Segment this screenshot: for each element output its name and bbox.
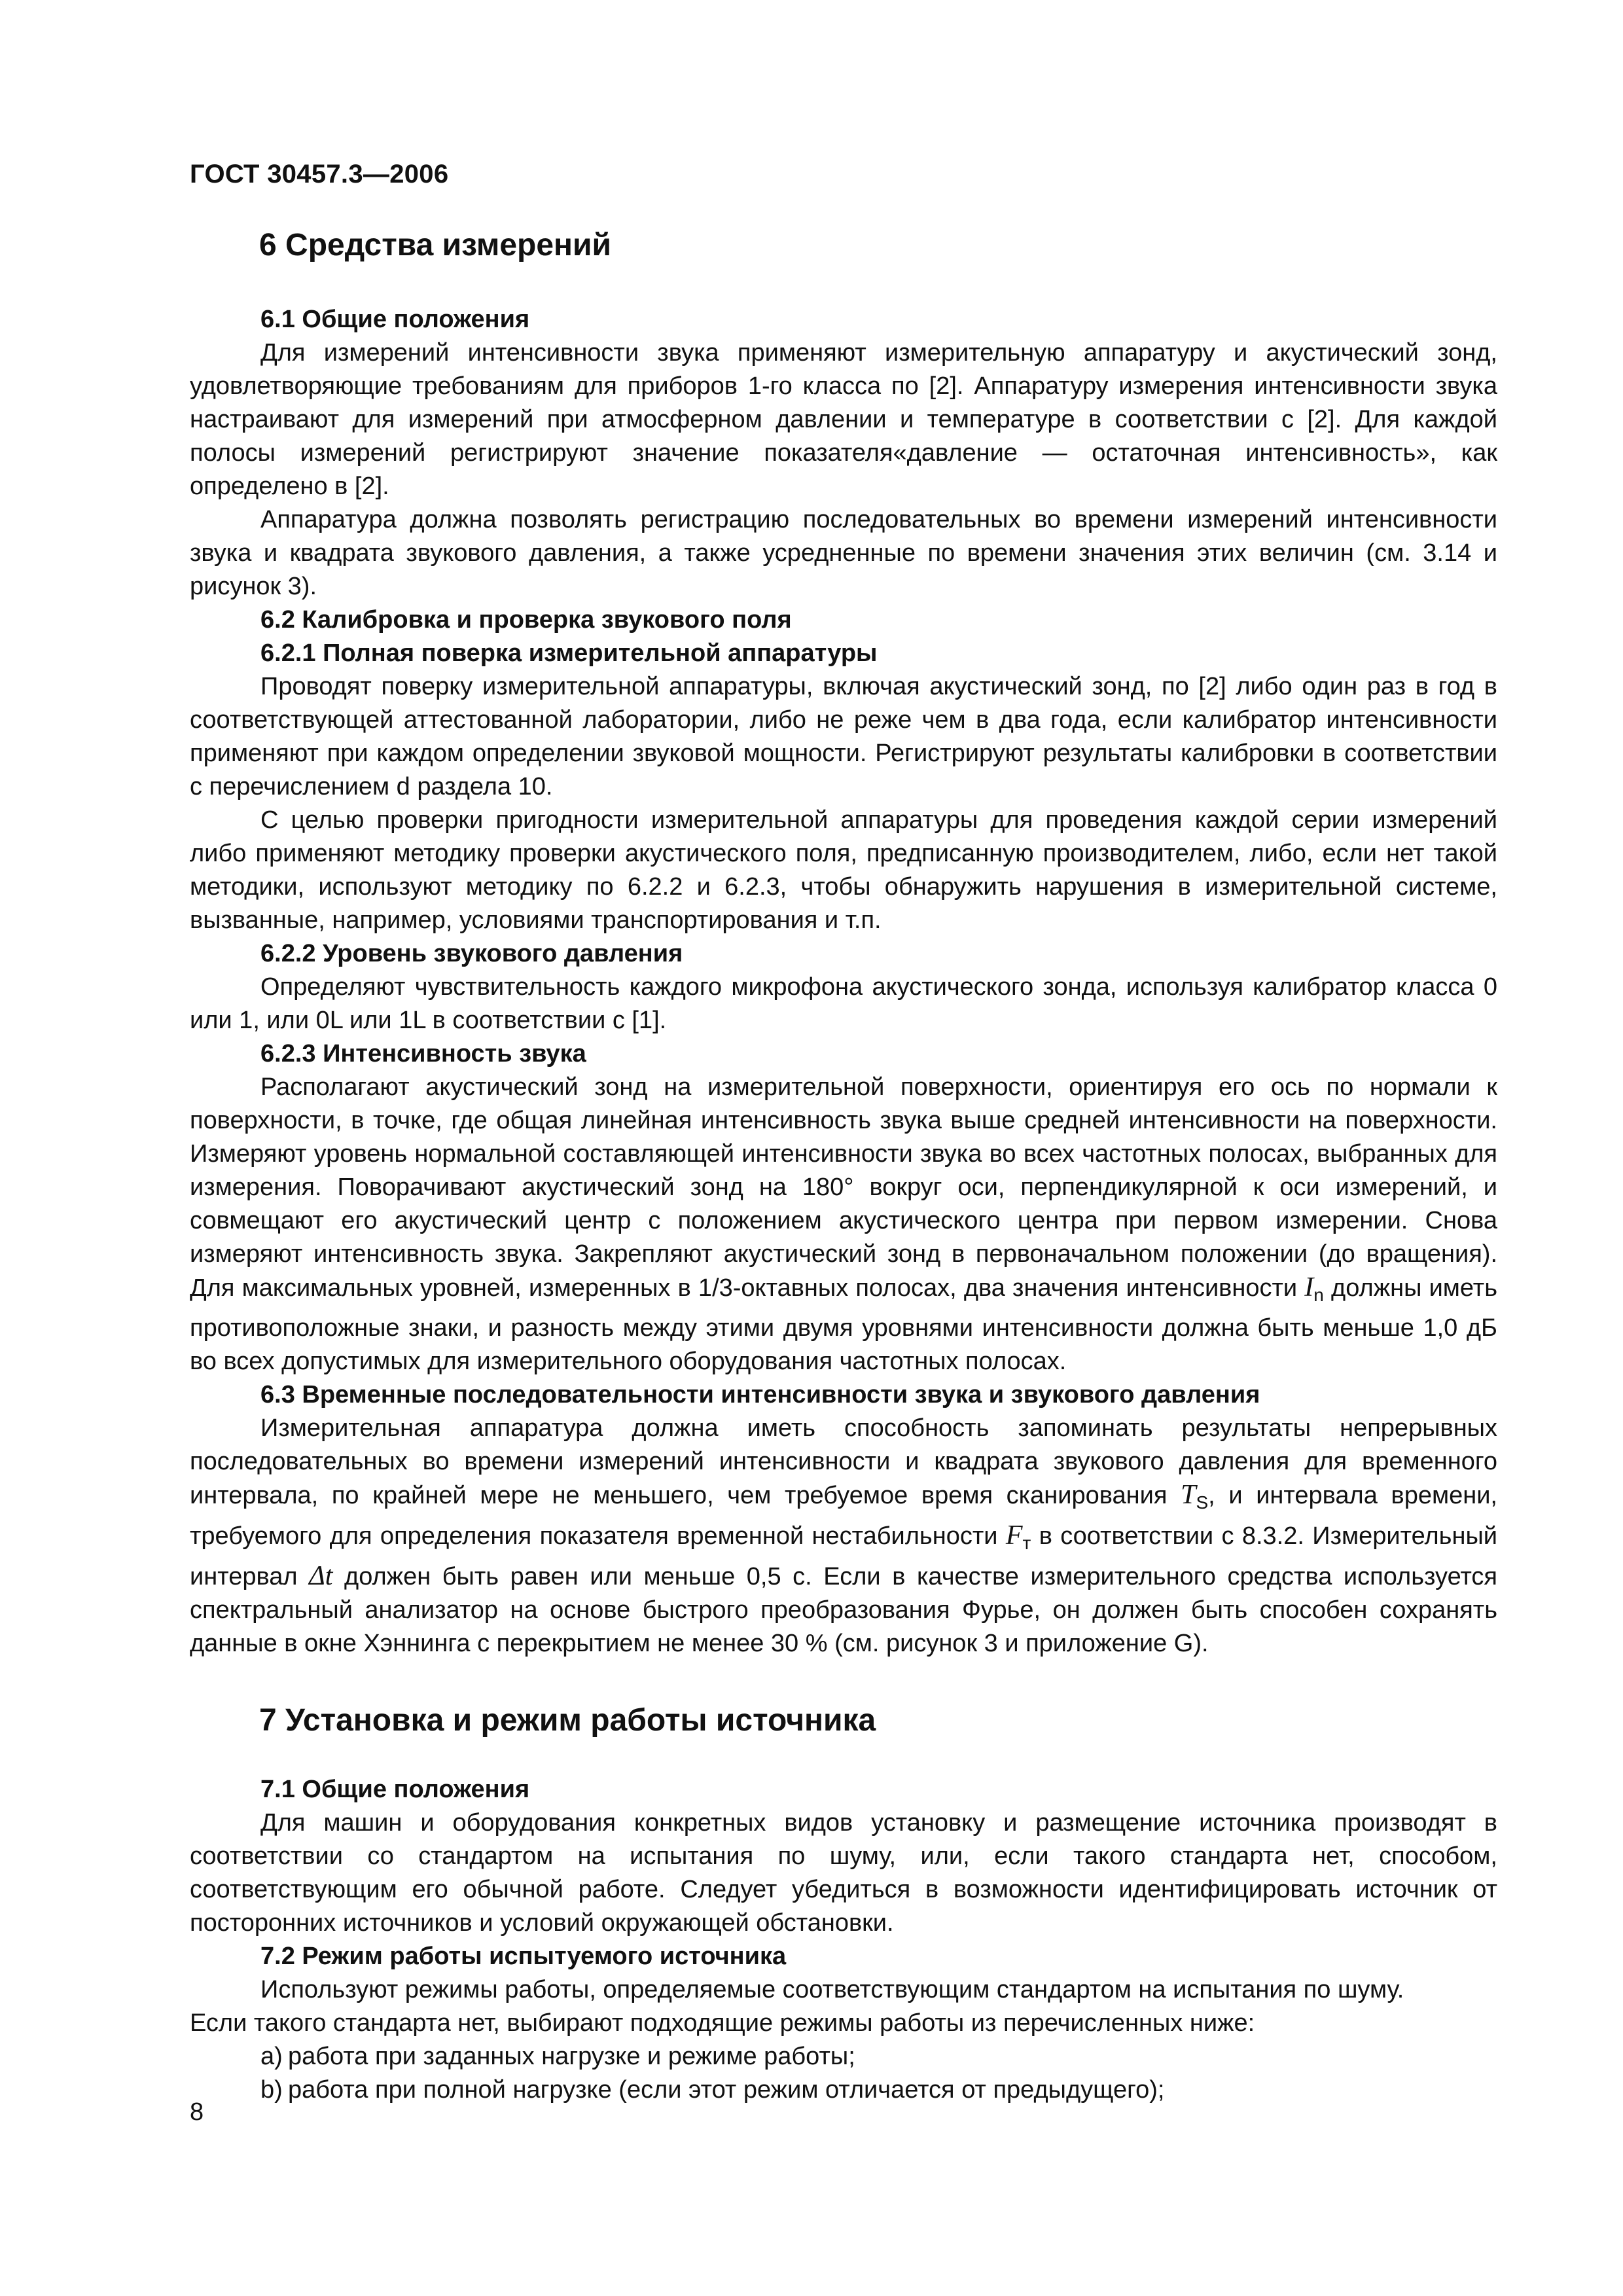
subsection-7-2-heading: 7.2 Режим работы испытуемого источника [260,1943,787,1970]
page-number: 8 [190,2098,204,2126]
list-marker: a) [260,2043,283,2070]
paragraph-6-2-1-2: С целью проверки пригодности измерительной аппаратуры для проведения каждой серии измерений либо применяют методику проверки акустического поля, предписанную производителем, либо, если нет такой методики, используют методику по 6.2.2 и 6.2.3, чтобы обнаружить нарушения в измерительной системе, вызванные, например, условиями транспортирования и т.п. [190,806,1497,934]
interval-symbol: Δt [309,1561,333,1591]
intensity-subscript: n [1313,1285,1324,1305]
scan-time-subscript: S [1196,1492,1209,1513]
intensity-symbol: I [1304,1272,1314,1302]
subsection-7-1-heading: 7.1 Общие положения [260,1776,530,1803]
paragraph-6-2-2-1: Определяют чувствительность каждого микрофона акустического зонда, используя калибратор класса 0 или 1, или 0L или 1L в соответствии с [1]. [190,973,1497,1034]
paragraph-7-1-1: Для машин и оборудования конкретных видов установку и размещение источника производят в соответствии со стандартом на испытания по шуму, или, если такого стандарта нет, способом, соответствующим его обычной работе. Следует убедиться в возможности идентифицировать источник от посторонних источников и условий окружающей обстановки. [190,1809,1497,1937]
list-item [190,2040,1497,2073]
list-item-text: работа при полной нагрузке (если этот режим отличается от предыдущего); [288,2076,1165,2104]
paragraph-7-2-2: Если такого стандарта нет, выбирают подходящие режимы работы из перечисленных ниже: [190,2009,1255,2037]
paragraph-6-3-1 [190,1412,1497,1660]
list-item-text: работа при заданных нагрузке и режиме работы; [288,2043,855,2070]
instability-subscript: т [1022,1533,1031,1553]
list-item [190,2073,1497,2107]
paragraph-6-3-1-part-a: Измерительная аппаратура должна иметь способность запоминать результаты непрерывных последовательных во времени измерений интенсивности и квадрата звукового давления для временного интервала, по крайней мере не меньшего, чем требуемое время сканирования [190,1414,1497,1509]
subsection-6-1-heading: 6.1 Общие положения [260,306,530,333]
subsection-6-2-heading: 6.2 Калибровка и проверка звукового поля [260,606,792,634]
subsection-6-3-heading: 6.3 Временные последовательности интенсивности звука и звукового давления [260,1381,1260,1408]
subsection-6-2-3-heading: 6.2.3 Интенсивность звука [260,1040,586,1067]
section-6-heading: 6 Средства измерений [259,228,612,262]
paragraph-6-2-1-1: Проводят поверку измерительной аппаратуры, включая акустический зонд, по [2] либо один раз в год в соответствующей аттестованной лаборатории, либо не реже чем в два года, если калибратор интенсивности применяют при каждом определении звуковой мощности. Регистрируют результаты калибровки в соответствии с перечислением d раздела 10. [190,673,1497,800]
paragraph-6-2-3-1 [190,1071,1497,1378]
paragraph-6-1-1: Для измерений интенсивности звука применяют измерительную аппаратуру и акустический зонд, удовлетворяющие требованиям для приборов 1-го класса по [2]. Аппаратуру измерения интенсивности звука настраивают для измерений при атмосферном давлении и температуре в соответствии с [2]. Для каждой полосы измерений регистрируют значение показателя«давление — остаточная интенсивность», как определено в [2]. [190,339,1497,500]
instability-symbol: F [1005,1520,1023,1551]
subsection-6-2-1-heading: 6.2.1 Полная поверка измерительной аппаратуры [260,639,878,667]
paragraph-6-2-3-1-part-b: должны иметь противоположные знаки, и разность между этими двумя уровнями интенсивности должна быть меньше 1,0 дБ во всех допустимых для измерительного оборудования частотных полосах. [190,1274,1497,1375]
subsection-6-2-2-heading: 6.2.2 Уровень звукового давления [260,940,683,967]
paragraph-6-1-2: Аппаратура должна позволять регистрацию последовательных во времени измерений интенсивности звука и квадрата звукового давления, а также усредненные по времени значения этих величин (см. 3.14 и рисунок 3). [190,506,1497,600]
section-7-heading: 7 Установка и режим работы источника [259,1703,876,1738]
paragraph-6-3-1-part-d: должен быть равен или меньше 0,5 с. Если в качестве измерительного средства используется спектральный анализатор на основе быстрого преобразования Фурье, он должен быть способен сохранять данные в окне Хэннинга с перекрытием не менее 30 % (см. рисунок 3 и приложение G). [190,1563,1497,1657]
paragraph-6-2-3-1-part-a: Располагают акустический зонд на измерительной поверхности, ориентируя его ось по нормали к поверхности, в точке, где общая линейная интенсивность звука выше средней интенсивности на поверхности. Измеряют уровень нормальной составляющей интенсивности звука во всех частотных полосах, выбранных для измерения. Поворачивают акустический зонд на 180° вокруг оси, перпендикулярной к оси измерений, и совмещают его акустический центр с положением акустического центра при первом измерении. Снова измеряют интенсивность звука. Закрепляют акустический зонд в первоначальном положении (до вращения). Для максимальных уровней, измеренных в 1/3-октавных полосах, два значения интенсивности [190,1073,1497,1302]
scan-time-symbol: T [1181,1480,1196,1510]
list-marker: b) [260,2076,283,2104]
standard-designation: ГОСТ 30457.3—2006 [190,160,449,188]
paragraph-6-3-1-part-b: , и интервала времени, требуемого для определения показателя временной нестабильности [190,1482,1497,1550]
paragraph-6-3-1-part-c: в соответствии с 8.3.2. Измерительный интервал [190,1522,1497,1590]
paragraph-7-2-1: Используют режимы работы, определяемые соответствующим стандартом на испытания по шуму. [260,1976,1404,2003]
page-content [190,226,1497,2107]
